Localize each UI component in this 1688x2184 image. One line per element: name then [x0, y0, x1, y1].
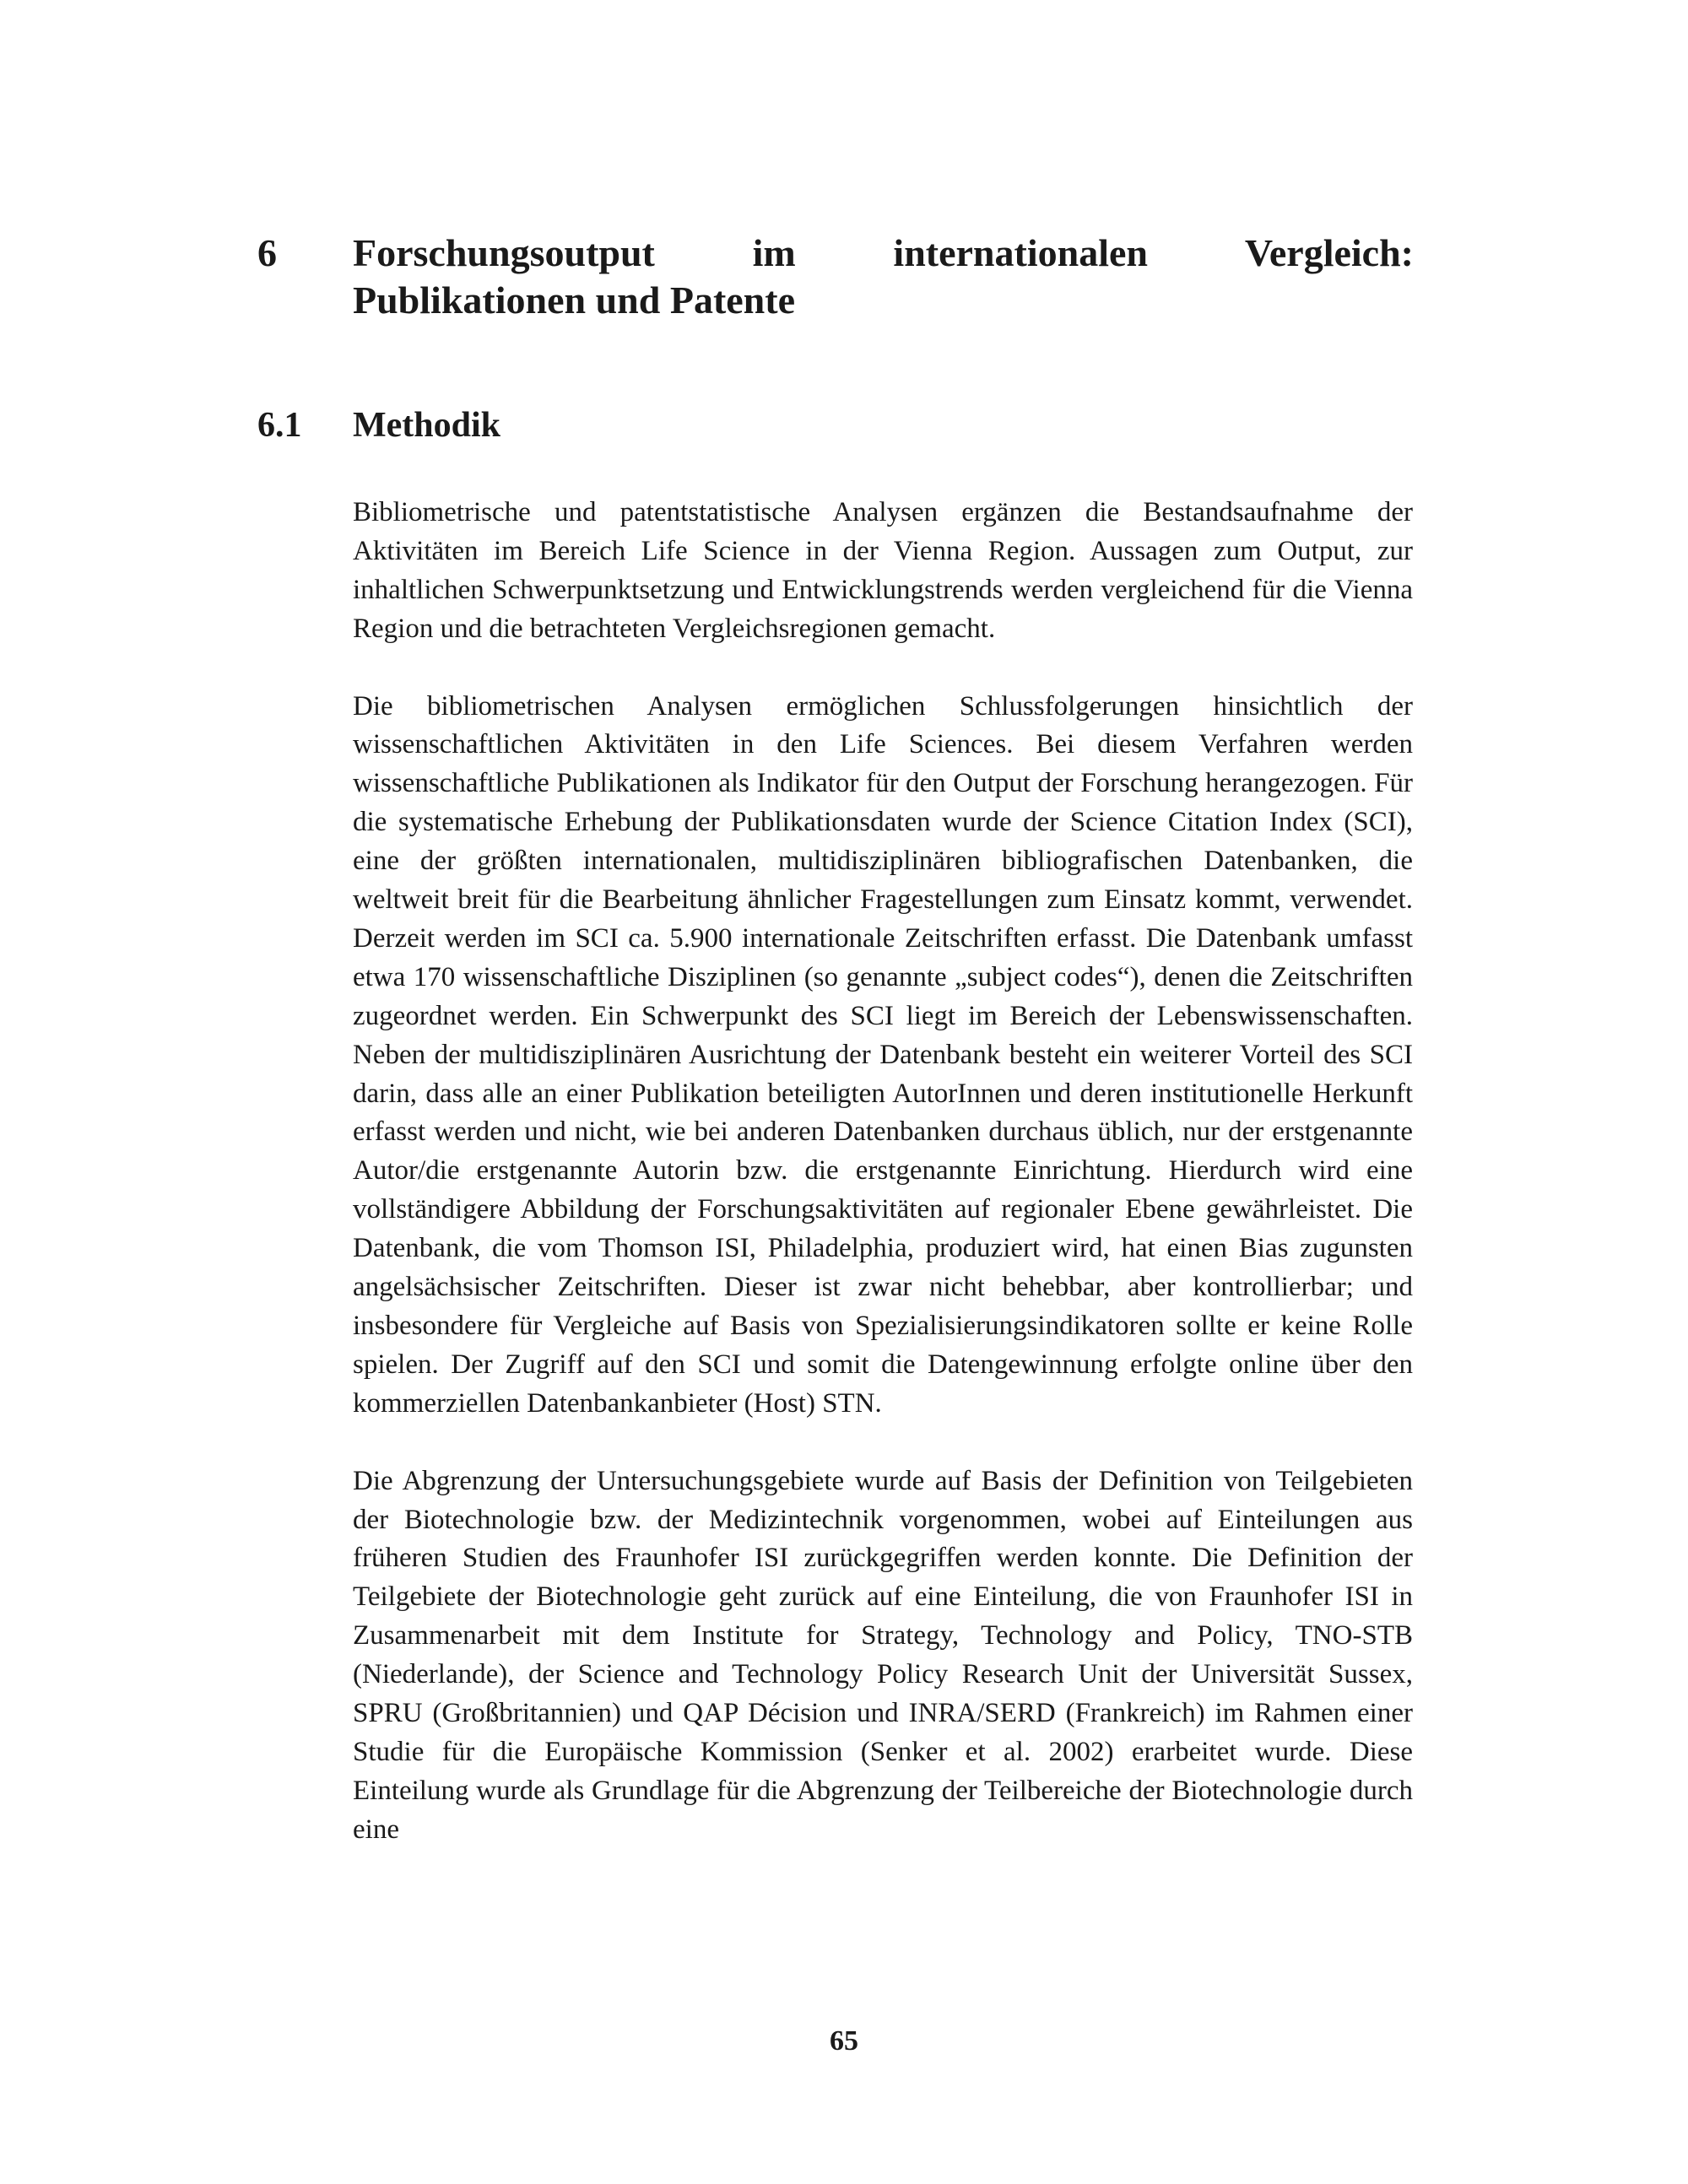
chapter-heading [257, 230, 1414, 324]
section-number: 6.1 [257, 406, 302, 445]
chapter-title-line-2: Publikationen und Patente [353, 278, 795, 322]
chapter-title [353, 230, 1414, 324]
paragraph-2: Die bibliometrischen Analysen ermöglichen Schlussfolgerungen hinsichtlich der wissenschaftlichen Aktivitäten in den Life Sciences. Bei diesem Verfahren werden wissenschaftliche Publikationen als Indikator für den Output der Forschung herangezogen. Für die systematische Erhebung der Publikationsdaten wurde der Science Citation Index (SCI), eine der größten internationalen, multidisziplinären bibliografischen Datenbanken, die weltweit breit für die Bearbeitung ähnlicher Fragestellungen zum Einsatz kommt, verwendet. Derzeit werden im SCI ca. 5.900 internationale Zeitschriften erfasst. Die Datenbank umfasst etwa 170 wissenschaftliche Disziplinen (so genannte „subject codes“), denen die Zeitschriften zugeordnet werden. Ein Schwerpunkt des SCI liegt im Bereich der Lebenswissenschaften. Neben der multidisziplinären Ausrichtung der Datenbank besteht ein weiterer Vorteil des SCI darin, dass alle an einer Publikation beteiligten AutorInnen und deren institutionelle Herkunft erfasst werden und nicht, wie bei anderen Datenbanken durchaus üblich, nur der erstgenannte Autor/die erstgenannte Autorin bzw. die erstgenannte Einrichtung. Hierdurch wird eine vollständigere Abbildung der Forschungsaktivitäten auf regionaler Ebene gewährleistet. Die Datenbank, die vom Thomson ISI, Philadelphia, produziert wird, hat einen Bias zugunsten angelsächsischer Zeitschriften. Dieser ist zwar nicht behebbar, aber kontrollierbar; und insbesondere für Vergleiche auf Basis von Spezialisierungsindikatoren sollte er keine Rolle spielen. Der Zugriff auf den SCI und somit die Datengewinnung erfolgte online über den kommerziellen Datenbankanbieter (Host) STN. [353, 690, 1413, 1419]
body-text [353, 494, 1413, 1889]
paragraph-3: Die Abgrenzung der Untersuchungsgebiete wurde auf Basis der Definition von Teilgebieten der Biotechnologie bzw. der Medizintechnik vorgenommen, wobei auf Einteilungen aus früheren Studien des Fraunhofer ISI zurückgegriffen werden konnte. Die Definition der Teilgebiete der Biotechnologie geht zurück auf eine Einteilung, die von Fraunhofer ISI in Zusammenarbeit mit dem Institute for Strategy, Technology and Policy, TNO-STB (Niederlande), der Science and Technology Policy Research Unit der Universität Sussex, SPRU (Großbritannien) und QAP Décision und INRA/SERD (Frankreich) im Rahmen einer Studie für die Europäische Kommission (Senker et al. 2002) erarbeitet wurde. Diese Einteilung wurde als Grundlage für die Abgrenzung der Teilbereiche der Biotechnologie durch eine [353, 1465, 1413, 1845]
chapter-number: 6 [257, 231, 277, 274]
chapter-title-line-1: Forschungsoutput im internationalen Vergleich: [353, 231, 1414, 274]
paragraph-1: Bibliometrische und patentstatistische Analysen ergänzen die Bestandsaufnahme der Aktivitäten im Bereich Life Science in der Vienna Region. Aussagen zum Output, zur inhaltlichen Schwerpunktsetzung und Entwicklungstrends werden vergleichend für die Vienna Region und die betrachteten Vergleichsregionen gemacht. [353, 497, 1413, 644]
section-title: Methodik [353, 406, 501, 445]
section-heading [257, 403, 500, 447]
page-number: 65 [830, 2025, 858, 2057]
